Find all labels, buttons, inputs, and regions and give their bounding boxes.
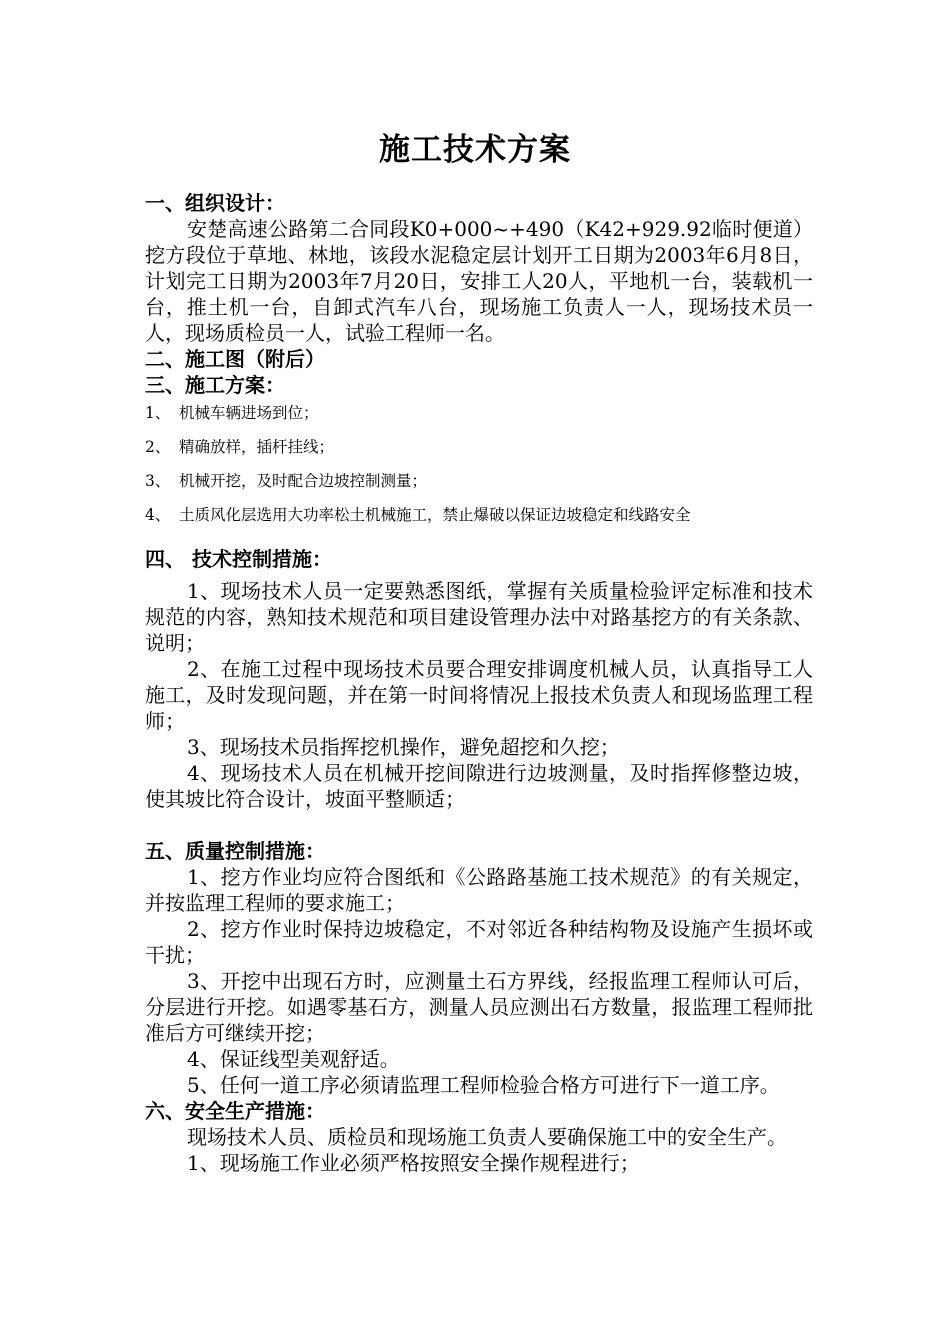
list-item [145, 472, 813, 490]
list-item-text: 机械开挖，及时配合边坡控制测量； [179, 472, 428, 490]
section-4-paragraph: 3、现场技术员指挥挖机操作，避免超挖和久挖； [187, 735, 620, 759]
list-item-number: 4、 [145, 506, 171, 524]
list-item-number: 3、 [145, 472, 171, 490]
list-item-text: 机械车辆进场到位； [179, 404, 319, 422]
section-3-list [145, 404, 813, 524]
section-5-paragraph: 1、挖方作业均应符合图纸和《公路路基施工技术规范》的有关规定，并按监理工程师的要求施工； [145, 865, 813, 915]
section-5-heading: 五、质量控制措施： [145, 839, 325, 863]
section-1-heading: 一、组织设计： [145, 191, 285, 215]
section-2-heading: 二、施工图（附后） [145, 347, 325, 371]
document-body [145, 190, 813, 1176]
section-4-paragraph: 4、现场技术人员在机械开挖间隙进行边坡测量，及时指挥修整边坡，使其坡比符合设计，坡面平整顺适； [145, 761, 813, 811]
list-item [145, 404, 813, 422]
list-item [145, 506, 813, 524]
list-item [145, 438, 813, 456]
list-item-number: 2、 [145, 438, 171, 456]
section-5-paragraph: 4、保证线型美观舒适。 [187, 1047, 400, 1071]
list-item-text: 土质风化层选用大功率松土机械施工，禁止爆破以保证边坡稳定和线路安全 [179, 506, 691, 524]
section-5-paragraph: 5、任何一道工序必须请监理工程师检验合格方可进行下一道工序。 [187, 1073, 780, 1097]
section-6-heading: 六、安全生产措施： [145, 1099, 325, 1123]
section-4-paragraph: 2、在施工过程中现场技术员要合理安排调度机械人员，认真指导工人施工，及时发现问题，并在第一时间将情况上报技术负责人和现场监理工程师； [145, 657, 813, 733]
section-6-paragraph: 1、现场施工作业必须严格按照安全操作规程进行； [187, 1151, 640, 1175]
list-item-number: 1、 [145, 404, 171, 422]
section-5-paragraph: 3、开挖中出现石方时，应测量土石方界线，经报监理工程师认可后，分层进行开挖。如遇零基石方，测量人员应测出石方数量，报监理工程师批准后方可继续开挖； [145, 969, 813, 1045]
section-6-paragraph: 现场技术人员、质检员和现场施工负责人要确保施工中的安全生产。 [187, 1125, 787, 1149]
section-4-heading: 四、 技术控制措施： [145, 547, 332, 571]
section-4-paragraph: 1、现场技术人员一定要熟悉图纸，掌握有关质量检验评定标准和技术规范的内容，熟知技术规范和项目建设管理办法中对路基挖方的有关条款、说明； [145, 579, 813, 655]
section-5-paragraph: 2、挖方作业时保持边坡稳定，不对邻近各种结构物及设施产生损坏或干扰； [145, 917, 813, 967]
section-3-heading: 三、施工方案： [145, 373, 285, 397]
list-item-text: 精确放样，插杆挂线； [179, 438, 335, 456]
document-title: 施工技术方案 [379, 132, 571, 168]
section-1-text: 安楚高速公路第二合同段K0+000~+490（K42+929.92临时便道）挖方段位于草地、林地，该段水泥稳定层计划开工日期为2003年6月8日，计划完工日期为2003年7月20日，安排工人20人，平地机一台，装载机一台，推土机一台，自卸式汽车八台，现场施工负责人一人，现场技术员一人，现场质检员一人，试验工程师一名。 [145, 217, 813, 345]
